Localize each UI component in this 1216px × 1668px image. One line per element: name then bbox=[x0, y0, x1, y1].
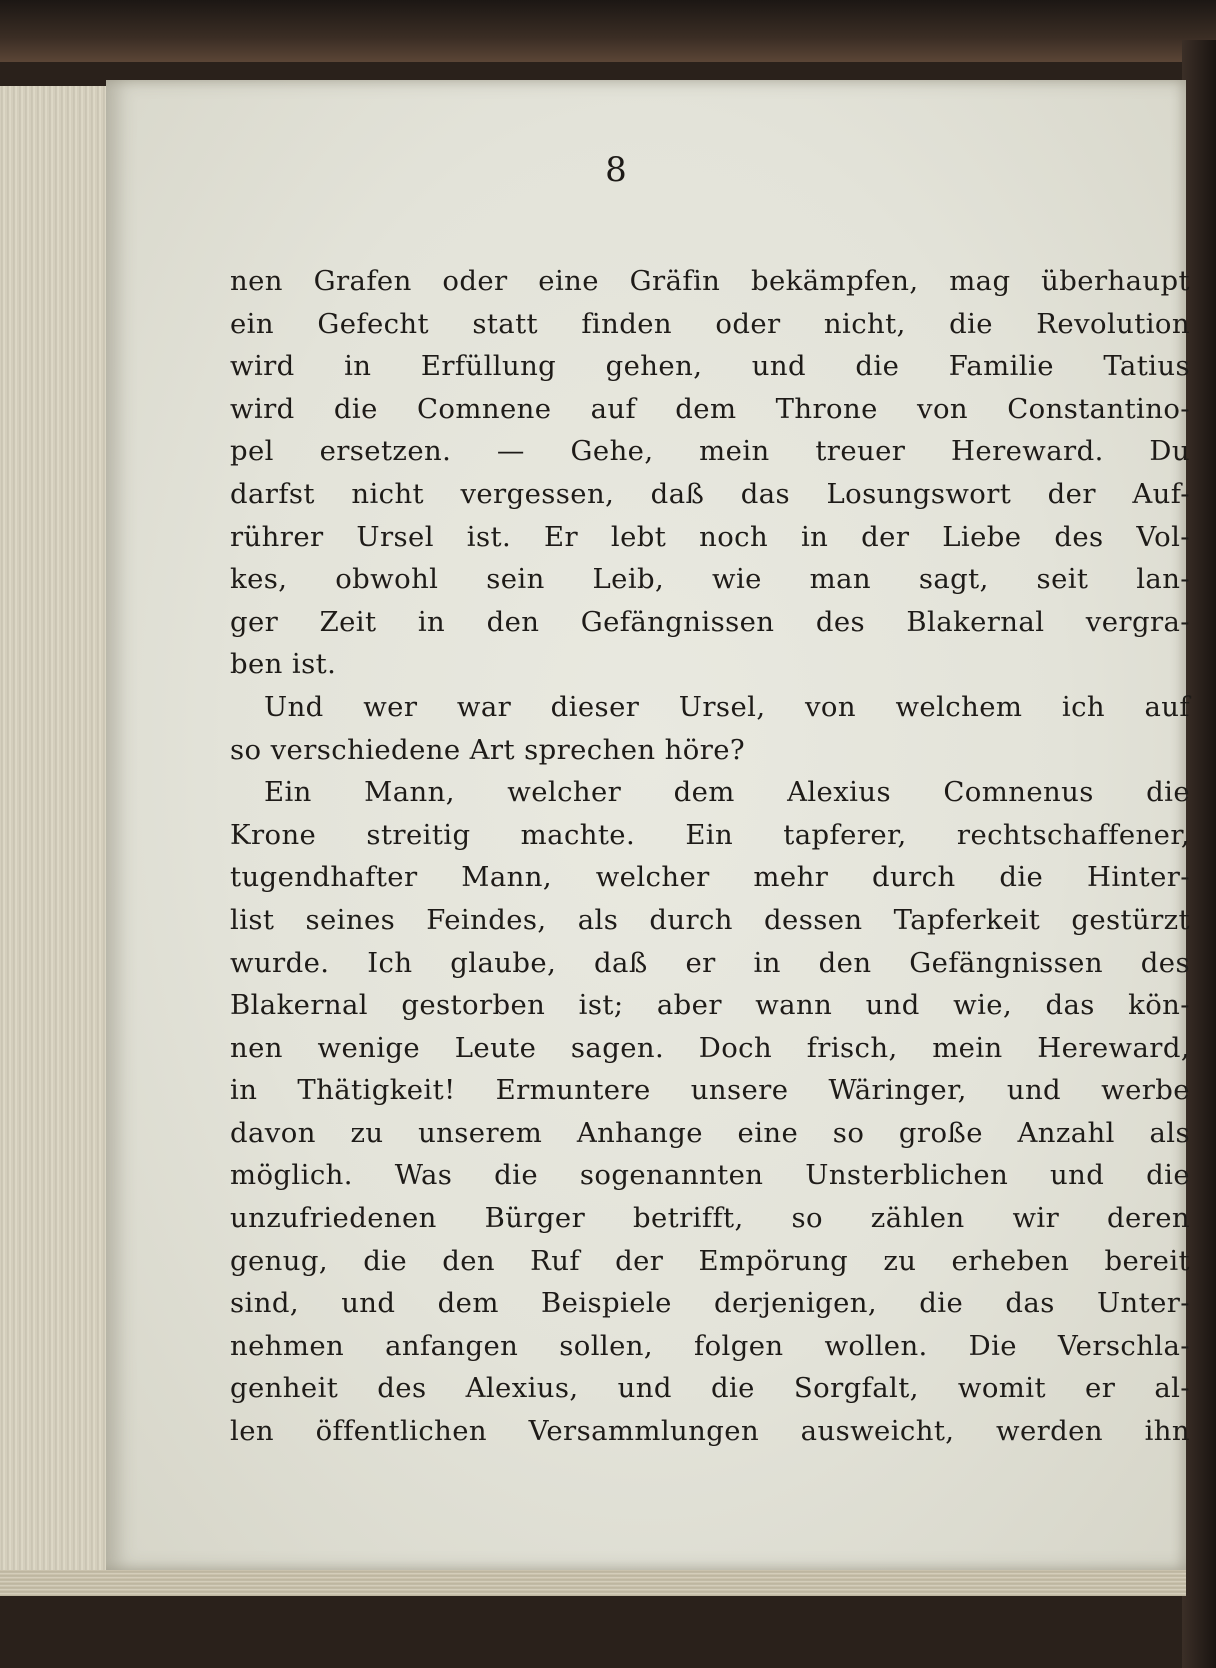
text-line: Blakernal gestorben ist; aber wann und wie, das kön- bbox=[230, 989, 1190, 1022]
text-line: pel ersetzen. — Gehe, mein treuer Hereward. Du bbox=[230, 435, 1190, 468]
text-line: wurde. Ich glaube, daß er in den Gefängnissen des bbox=[230, 946, 1190, 979]
text-line: tugendhafter Mann, welcher mehr durch die Hinter- bbox=[230, 861, 1190, 894]
text-line: nehmen anfangen sollen, folgen wollen. Die Verschla- bbox=[230, 1329, 1190, 1362]
page-number: 8 bbox=[605, 150, 627, 190]
page-stack-left bbox=[0, 86, 114, 1576]
text-line: nen wenige Leute sagen. Doch frisch, mein Hereward, bbox=[230, 1031, 1190, 1064]
text-line: kes, obwohl sein Leib, wie man sagt, seit lan- bbox=[230, 563, 1190, 596]
text-line: darfst nicht vergessen, daß das Losungswort der Auf- bbox=[230, 477, 1190, 510]
text-line: nen Grafen oder eine Gräfin bekämpfen, mag überhaupt bbox=[230, 265, 1190, 297]
text-line: Und wer war dieser Ursel, von welchem ich auf bbox=[264, 690, 1190, 723]
text-line: list seines Feindes, als durch dessen Tapferkeit gestürzt bbox=[230, 903, 1190, 936]
text-line: so verschiedene Art sprechen höre? bbox=[230, 733, 746, 766]
text-line: ben ist. bbox=[230, 648, 337, 681]
text-line: Krone streitig machte. Ein tapferer, rechtschaffener, bbox=[230, 818, 1190, 851]
book-page bbox=[106, 80, 1190, 1570]
text-line: genug, die den Ruf der Empörung zu erheben bereit bbox=[230, 1244, 1190, 1277]
text-line: möglich. Was die sogenannten Unsterblichen und die bbox=[230, 1159, 1190, 1192]
text-line: wird die Comnene auf dem Throne von Constantino- bbox=[230, 392, 1190, 425]
text-line: in Thätigkeit! Ermuntere unsere Wäringer, und werbe bbox=[230, 1074, 1190, 1107]
text-line: davon zu unserem Anhange eine so große Anzahl als bbox=[230, 1116, 1190, 1149]
text-line: Ein Mann, welcher dem Alexius Comnenus die bbox=[264, 776, 1190, 809]
book-binding-top bbox=[0, 0, 1216, 62]
text-line: ger Zeit in den Gefängnissen des Blakernal vergra- bbox=[230, 605, 1190, 638]
text-line: rührer Ursel ist. Er lebt noch in der Liebe des Vol- bbox=[230, 520, 1190, 553]
text-line: sind, und dem Beispiele derjenigen, die das Unter- bbox=[230, 1287, 1190, 1320]
page-stack-bottom bbox=[0, 1570, 1186, 1596]
text-line: len öffentlichen Versammlungen ausweicht, werden ihn bbox=[230, 1415, 1190, 1448]
page-text bbox=[230, 260, 1190, 1453]
text-line: unzufriedenen Bürger betrifft, so zählen wir deren bbox=[230, 1202, 1190, 1235]
text-line: genheit des Alexius, und die Sorgfalt, womit er al- bbox=[230, 1372, 1190, 1405]
text-line: wird in Erfüllung gehen, und die Familie Tatius bbox=[230, 350, 1190, 383]
text-line: ein Gefecht statt finden oder nicht, die Revolution bbox=[230, 307, 1190, 340]
